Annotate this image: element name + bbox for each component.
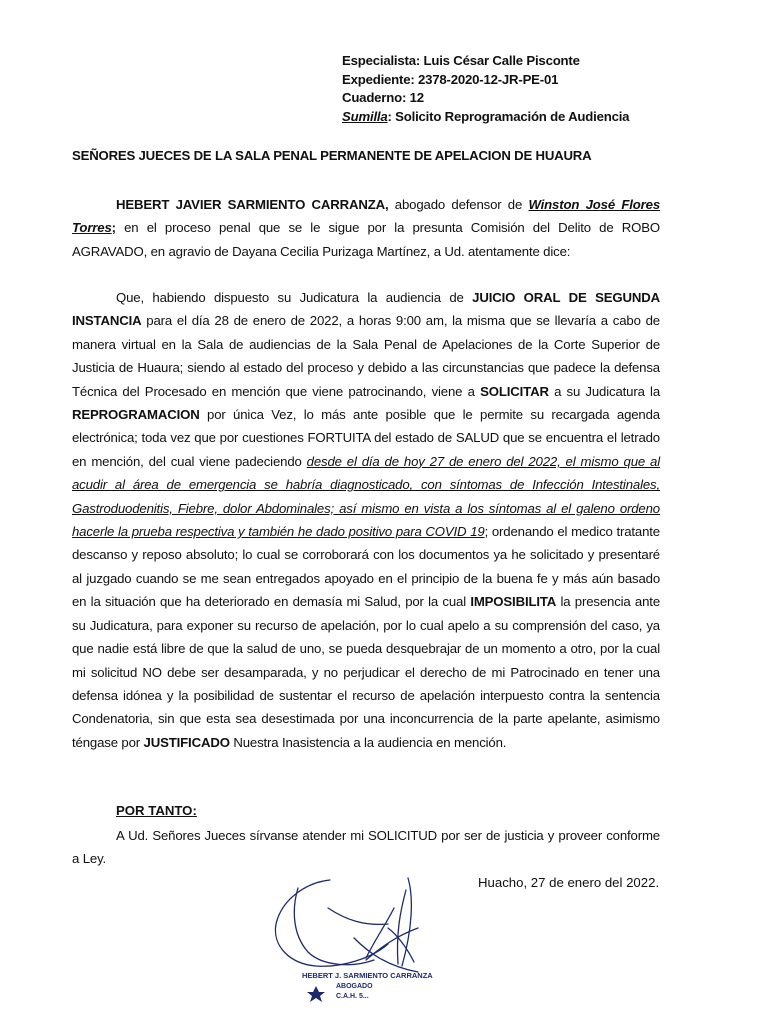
- expediente-line: Expediente: 2378-2020-12-JR-PE-01: [342, 71, 559, 87]
- reprogramacion-keyword: REPROGRAMACION: [72, 407, 200, 423]
- closing-paragraph: [72, 824, 660, 871]
- body-text-2: para el día 28 de enero de 2022, a horas 9:00 am, la misma que se llevaría a cabo de manera virtual en la Sala de audiencias de la Sala Penal de Apelaciones de la Corte Superior de Justicia de Huaura; siendo al estado del proceso y debido a las circunstancias que padece la defensa Técnica del Procesado en mención que viene patrocinando, viene a: [72, 313, 660, 399]
- body-text-1: Que, habiendo dispuesto su Judicatura la audiencia de: [116, 290, 473, 305]
- imposibilita-keyword: IMPOSIBILITA: [470, 594, 557, 610]
- signature-stamp: [268, 868, 448, 1018]
- closing-text: A Ud. Señores Jueces sírvanse atender mi SOLICITUD por ser de justicia y proveer conforme a Ley.: [72, 828, 660, 867]
- por-tanto-label: POR TANTO: [116, 803, 193, 818]
- intro-text-1: abogado defensor de: [388, 197, 529, 212]
- handwritten-signature: [275, 878, 418, 972]
- cuaderno-line: Cuaderno: 12: [342, 90, 424, 105]
- solicitar-keyword: SOLICITAR: [480, 383, 549, 399]
- stamp-seal-icon: [307, 986, 325, 1002]
- body-text-5: ; ordenando el medico tratante descanso y reposo absoluto; lo cual se corroborará con los documentos ya he solicitado y presentaré al juzgado cuando se me sean entregados apoyado en el principio de la buena fe y más aún basado en la situación que ha deteriorado en demasía mi Salud, por la cual: [72, 524, 660, 610]
- body-text-7: Nuestra Inasistencia a la audiencia en mención.: [229, 734, 507, 750]
- lawyer-stamp: [302, 971, 433, 1002]
- lawyer-name: HEBERT JAVIER SARMIENTO CARRANZA,: [116, 197, 389, 212]
- stamp-title: ABOGADO: [336, 983, 373, 990]
- intro-text-2: en el proceso penal que se le sigue por la presunta Comisión del Delito de ROBO AGRAVADO, en agravio de Dayana Cecilia Purizaga Martínez, a Ud. atentamente dice:: [72, 220, 660, 259]
- stamp-registry: C.A.H. 5...: [336, 993, 369, 1000]
- client-name: Winston José Flores Torres: [72, 197, 660, 236]
- por-tanto-heading: [116, 803, 197, 818]
- addressee-title: SEÑORES JUECES DE LA SALA PENAL PERMANENTE DE APELACION DE HUAURA: [72, 148, 592, 163]
- client-semicolon: ;: [111, 220, 116, 236]
- sumilla-label: Sumilla: [342, 108, 388, 124]
- por-tanto-colon: :: [192, 803, 197, 818]
- stamp-name: HEBERT J. SARMIENTO CARRANZA: [302, 971, 433, 980]
- body-text-4: por única Vez, lo más ante posible que le permite su recargada agenda electrónica; toda vez que por cuestiones FORTUITA del estado de SALUD que se encuentra el letrado en mención, del cual viene padeciendo: [72, 407, 660, 469]
- hearing-type: JUICIO ORAL DE SEGUNDA INSTANCIA: [72, 290, 660, 329]
- health-statement: desde el día de hoy 27 de enero del 2022, el mismo que al acudir al área de emergencia se habría diagnosticado, con síntomas de Infección Intestinales, Gastroduodenitis, Fiebre, dolor Abdominales; así mismo en vista a los síntomas al el galeno ordeno hacerle la prueba respectiva y también he dado positivo para COVID 19: [72, 453, 660, 540]
- sumilla-value: : Solicito Reprogramación de Audiencia: [387, 108, 630, 124]
- case-header: [342, 52, 629, 126]
- especialista-line: Especialista: Luis César Calle Pisconte: [342, 53, 580, 68]
- body-text-6: la presencia ante su Judicatura, para exponer su recurso de apelación, por lo cual apelo a su comprensión del caso, ya que nadie está libre de que la salud de uno, se pueda desquebrajar de un momento a otro, por la cual mi solicitud NO debe ser desamparada, y no perjudicar el derecho de mi Patrocinado en tener una defensa idónea y la posibilidad de sustentar el recurso de apelación interpuesto contra la sentencia Condenatoria, sin que esta sea desestimada por una inconcurrencia de la parte apelante, asimismo téngase por: [72, 594, 660, 750]
- intro-paragraph: [72, 193, 660, 263]
- justificado-keyword: JUSTIFICADO: [143, 734, 230, 750]
- body-paragraph: [72, 286, 660, 754]
- body-text-3: a su Judicatura la: [548, 383, 661, 399]
- sumilla-line: [342, 108, 629, 127]
- place-date: Huacho, 27 de enero del 2022.: [478, 875, 660, 890]
